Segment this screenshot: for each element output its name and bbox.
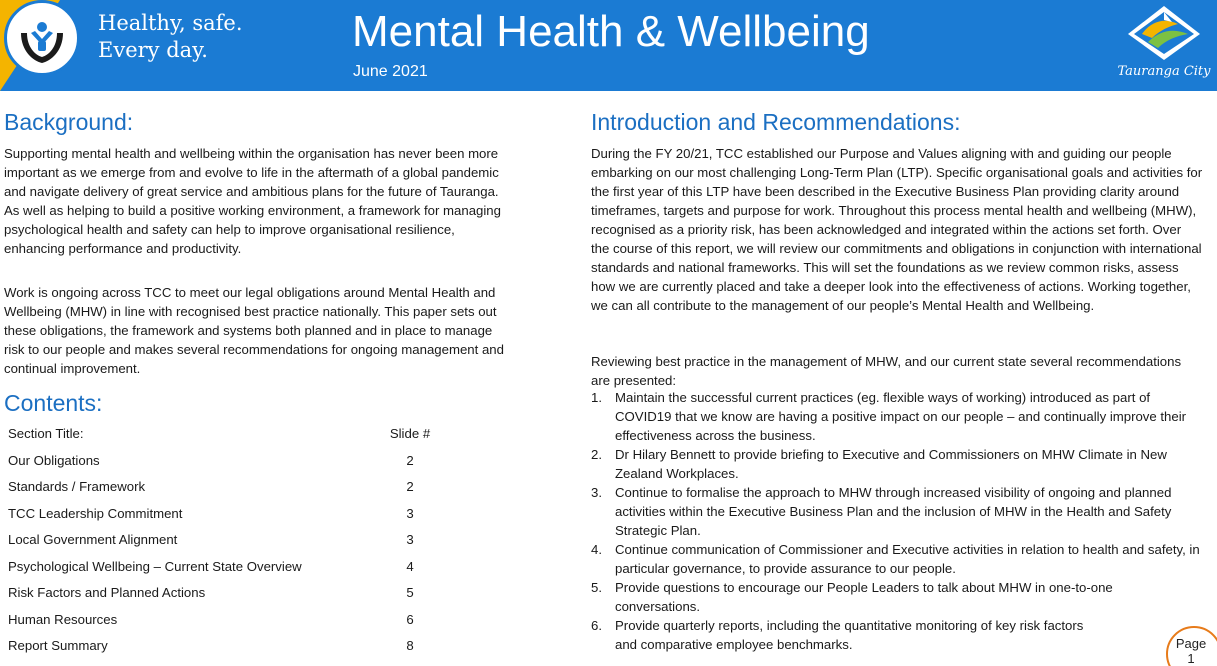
table-row	[8, 557, 438, 584]
slide-number: 3	[406, 505, 414, 521]
list-item	[591, 388, 1201, 445]
introduction-heading: Introduction and Recommendations:	[591, 109, 961, 135]
recommendation-text: Provide questions to encourage our People Leaders to talk about MHW in one-to-one conversations.	[615, 580, 1113, 614]
page-number: 1	[1187, 651, 1195, 666]
list-number: 5.	[591, 580, 602, 595]
recommendations-list	[591, 388, 1201, 654]
slide-number: 3	[406, 532, 414, 547]
slide-number: 8	[406, 638, 414, 653]
section-title: Standards / Framework	[8, 479, 146, 494]
contents-table	[8, 424, 438, 663]
background-paragraph-1: Supporting mental health and wellbeing within the organisation has never been more important as we emerge from and evolve to life in the aftermath of a global pandemic and navigate delivery of great service and ambitious plans for the future of Tauranga. As well as helping to build a positive working environment, a framework for managing psychological health and safety can help to improve organisational resilience, enhancing performance and productivity.	[4, 146, 501, 256]
introduction-paragraph-1: During the FY 20/21, TCC established our Purpose and Values aligning with and guiding our people embarking on our most challenging Long-Term Plan (LTP). Specific organisational goals and activities for the first year of this LTP have been described in the Executive Business Plan providing clarity around timeframes, targets and purpose for work. Throughout this process mental health and wellbeing (MHW), recognised as a priority risk, has been acknowledged and integrated within the actions set forth. Over the course of this report, we will review our commitments and obligations in conjunction with international standards and national frameworks. This will set the foundations as we review common risks, assess how we are currently placed and take a deeper look into the effectiveness of actions. Working together, we can all contribute to the management of our people’s Mental Health and Wellbeing.	[591, 146, 1203, 313]
recommendation-text: Dr Hilary Bennett to provide briefing to Executive and Commissioners on MHW Climate in New Zealand Workplaces.	[615, 447, 1167, 481]
list-number: 6.	[591, 618, 602, 633]
page-label: Page	[1175, 636, 1207, 651]
section-title-header: Section Title:	[8, 426, 84, 441]
section-title: Risk Factors and Planned Actions	[8, 585, 206, 600]
tagline	[98, 10, 243, 64]
brand-name: Tauranga City	[1117, 64, 1211, 79]
background-paragraph-2: Work is ongoing across TCC to meet our legal obligations around Mental Health and Wellbeing (MHW) in line with recognised best practice nationally. This paper sets out these obligations, the framework and systems both planned and in place to manage risk to our people and makes several recommendations for ongoing management and continual improvement.	[4, 285, 504, 376]
section-title: TCC Leadership Commitment	[8, 505, 183, 521]
slide-number: 4	[406, 558, 414, 574]
introduction-paragraph-2: Reviewing best practice in the management of MHW, and our current state several recommendations are presented:	[591, 354, 1182, 388]
recommendation-text: Provide quarterly reports, including the quantitative monitoring of key risk factors and comparative employee benchmarks.	[615, 618, 1084, 652]
page-indicator	[1170, 636, 1212, 666]
page-title: Mental Health & Wellbeing	[352, 7, 870, 56]
list-item	[591, 445, 1201, 483]
contents-header-row	[8, 424, 438, 451]
section-title: Human Resources	[8, 611, 118, 627]
healthy-safe-logo	[4, 0, 80, 76]
list-number: 3.	[591, 485, 602, 500]
list-item	[591, 578, 1201, 616]
background-heading: Background:	[4, 109, 134, 135]
section-title: Psychological Wellbeing – Current State Overview	[8, 558, 302, 574]
slide-number: 6	[406, 611, 414, 627]
table-row	[8, 636, 438, 663]
table-row	[8, 451, 438, 478]
recommendation-text: Continue to formalise the approach to MHW through increased visibility of ongoing and planned activities within the Executive Business Plan and the inclusion of MHW in the Health and Safety Strategic Plan.	[615, 485, 1172, 538]
slide-number-header: Slide #	[389, 426, 431, 441]
table-row	[8, 583, 438, 610]
slide-number: 2	[406, 479, 414, 494]
people-care-icon	[7, 3, 77, 73]
list-item	[591, 616, 1201, 654]
list-number: 2.	[591, 447, 602, 462]
header-banner	[0, 0, 1217, 91]
table-row	[8, 477, 438, 504]
tagline-line-1: Healthy, safe.	[98, 11, 243, 35]
report-date: June 2021	[353, 63, 428, 80]
list-item	[591, 483, 1201, 540]
section-title: Report Summary	[8, 638, 108, 653]
section-title: Our Obligations	[8, 452, 100, 468]
table-row	[8, 610, 438, 637]
recommendation-text: Maintain the successful current practices (eg. flexible ways of working) introduced as part of COVID19 that we know are having a positive impact on our people – and continually improve their effectiveness across the business.	[615, 390, 1187, 443]
slide-number: 5	[406, 585, 414, 600]
tagline-line-2: Every day.	[98, 38, 208, 62]
table-row	[8, 530, 438, 557]
table-row	[8, 504, 438, 531]
contents-heading: Contents:	[4, 390, 103, 416]
list-number: 1.	[591, 390, 602, 405]
list-number: 4.	[591, 542, 602, 557]
section-title: Local Government Alignment	[8, 532, 178, 547]
recommendation-text: Continue communication of Commissioner and Executive activities in relation to health and safety, in particular governance, to provide assurance to our people.	[615, 542, 1200, 576]
slide-number: 2	[406, 452, 414, 468]
list-item	[591, 540, 1201, 578]
